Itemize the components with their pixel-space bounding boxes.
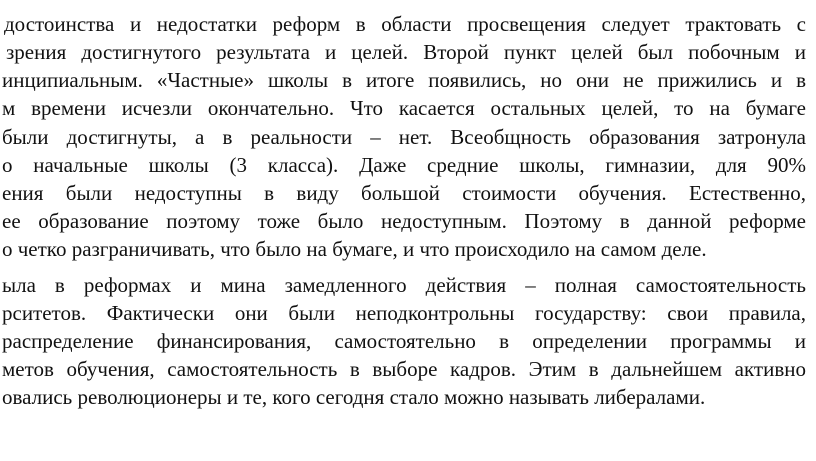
text-line: ее образование поэтому тоже было недоступным. Поэтому в данной реформе (2, 209, 806, 233)
text-line: о начальные школы (3 класса). Даже средние школы, гимназии, для 90% (2, 153, 806, 177)
text-line: были достигнуты, а в реальности – нет. Всеобщность образования затронула (2, 125, 806, 149)
text-line: м времени исчезли окончательно. Что касается остальных целей, то на бумаге (2, 96, 806, 120)
text-line: ыла в реформах и мина замедленного действия – полная самостоятельность (2, 273, 806, 297)
text-line: овались революционеры и те, кого сегодня стало можно называть либералами. (2, 385, 706, 409)
text-line: метов обучения, самостоятельность в выборе кадров. Этим в дальнейшем активно (2, 357, 806, 381)
text-line: достоинства и недостатки реформ в области просвещения следует трактовать с (4, 12, 806, 36)
text-line: зрения достигнутого результата и целей. Второй пункт целей был побочным и (6, 40, 806, 64)
text-line: рситетов. Фактически они были неподконтрольны государству: свои правила, (2, 301, 806, 325)
text-line: инципиальным. «Частные» школы в итоге появились, но они не прижились и в (2, 68, 806, 92)
text-line: распределение финансирования, самостоятельно в определении программы и (2, 329, 806, 353)
text-line: о четко разграничивать, что было на бумаге, и что происходило на самом деле. (2, 237, 707, 261)
text-line: ения были недоступны в виду большой стоимости обучения. Естественно, (2, 181, 806, 205)
